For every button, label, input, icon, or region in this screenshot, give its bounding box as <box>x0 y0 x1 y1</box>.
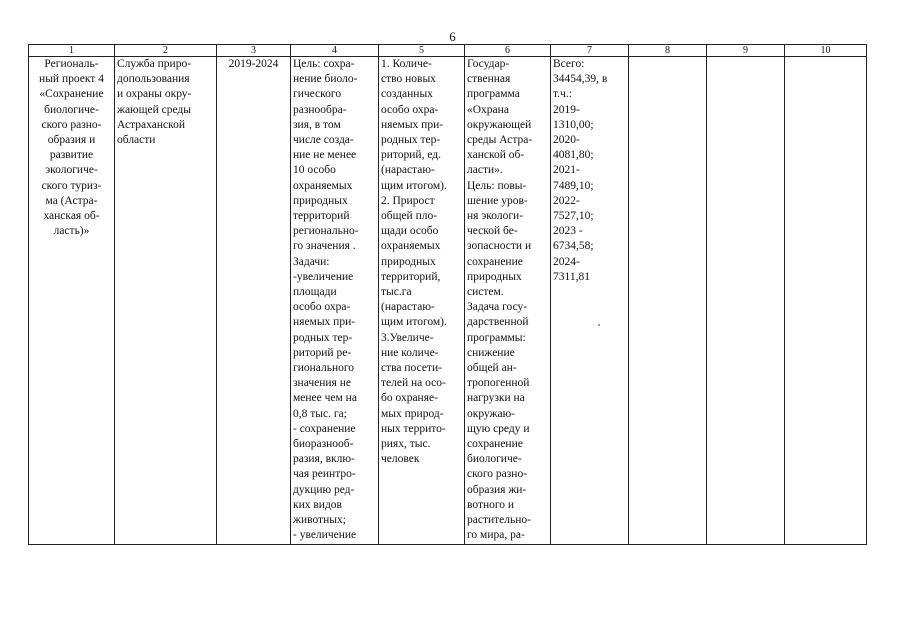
column-header-10: 10 <box>785 45 867 57</box>
project-name-cell: Региональ- ный проект 4 «Сохранение биологиче- ского разно- образия и развитие экологиче- ского туриз- ма (Астра- ханская об- ласть)» <box>29 57 115 545</box>
page-number: 6 <box>449 29 456 44</box>
scan-speck <box>598 324 600 326</box>
column-header-4: 4 <box>291 45 379 57</box>
column-9-cell <box>707 57 785 545</box>
header-row <box>29 45 867 57</box>
funding-cell: Всего: 34454,39, в т.ч.: 2019- 1310,00; 2020- 4081,80; 2021- 7489,10; 2022- 7527,10; 2023 - 6734,58; 2024- 7311,81 <box>551 57 629 545</box>
goal-tasks-cell: Цель: сохра- нение биоло- гического разнообра- зия, в том числе созда- ние не менее 10 особо охраняемых природных территорий регионально- го значения . Задачи: -увеличение площади особо охра- няемых при- родных тер- риторий ре- гионального значения не менее чем на 0,8 тыс. га; - сохранение биоразнооб- разия, вклю- чая реинтро- дукцию ред- ких видов животных; - увеличение <box>291 57 379 545</box>
column-header-2: 2 <box>115 45 217 57</box>
period-cell: 2019-2024 <box>217 57 291 545</box>
column-header-5: 5 <box>379 45 465 57</box>
column-10-cell <box>785 57 867 545</box>
responsible-agency-cell: Служба приро- допользования и охраны окру- жающей среды Астраханской области <box>115 57 217 545</box>
indicators-cell: 1. Количе- ство новых созданных особо охра- няемых при- родных тер- риторий, ед. (нарастаю- щим итогом). 2. Прирост общей пло- щади особо охраняемых природных территорий, тыс.га (нарастаю- щим итогом). 3.Увеличе- ние количе- ства посети- телей на осо- бо охраняе- мых природ- ных террито- риях, тыс. человек <box>379 57 465 545</box>
state-program-cell: Государ- ственная программа «Охрана окружающей среды Астра- ханской об- ласти». Цель: повы- шение уров- ня экологи- ческой бе- зопасности и сохранение природных систем. Задача госу- дарственной программы: снижение общей ан- тропогенной нагрузки на окружаю- щую среду и сохранение биологиче- ского разно- образия жи- вотного и растительно- го мира, ра- <box>465 57 551 545</box>
column-header-3: 3 <box>217 45 291 57</box>
column-header-6: 6 <box>465 45 551 57</box>
column-header-9: 9 <box>707 45 785 57</box>
project-table <box>28 44 867 545</box>
column-header-1: 1 <box>29 45 115 57</box>
column-header-7: 7 <box>551 45 629 57</box>
column-8-cell <box>629 57 707 545</box>
table-row <box>29 57 867 545</box>
column-header-8: 8 <box>629 45 707 57</box>
